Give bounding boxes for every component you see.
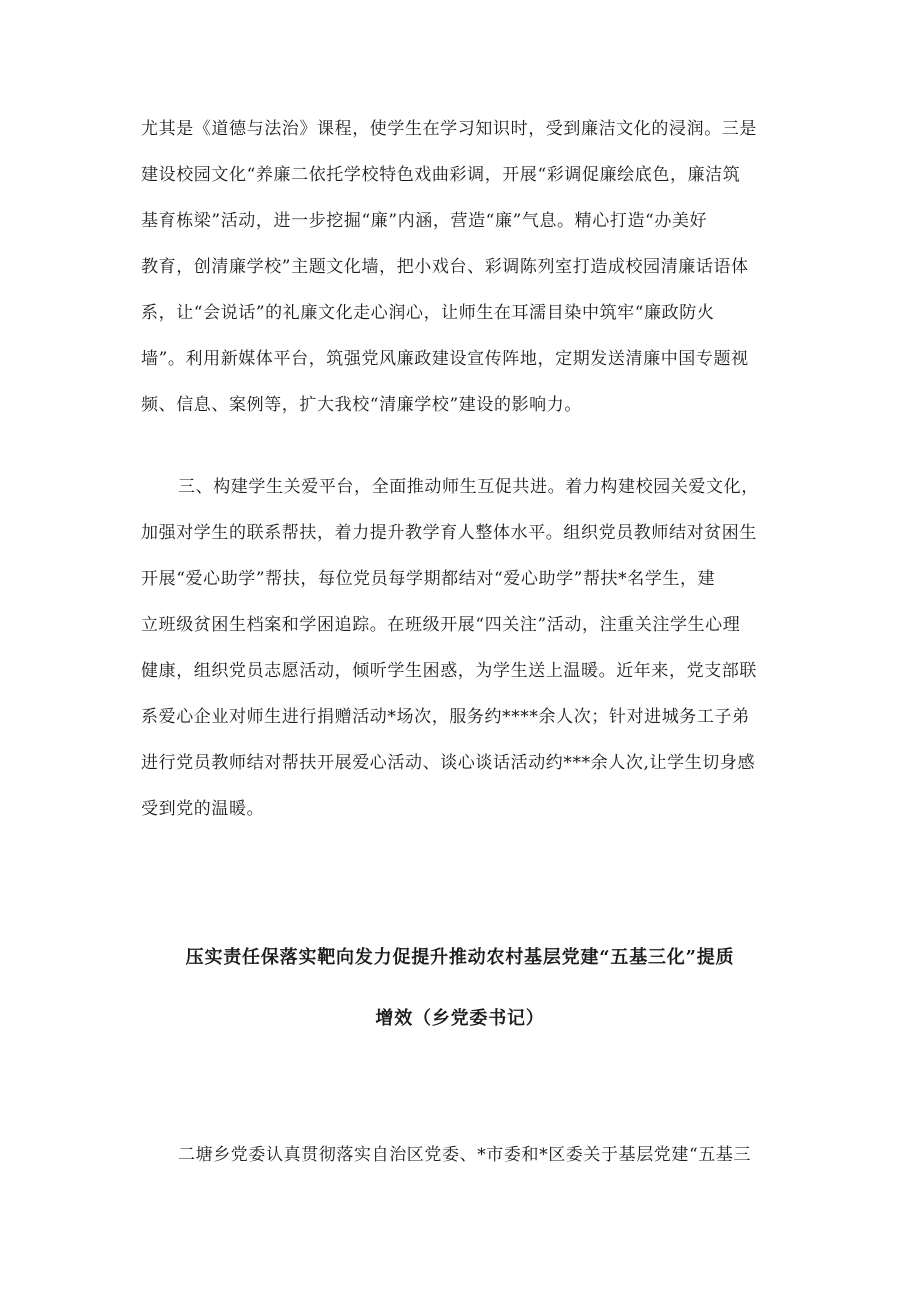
paragraph-line: 系爱心企业对师生进行捐赠活动*场次，服务约****余人次；针对进城务工子弟	[141, 707, 750, 727]
paragraph-line: 基育栋梁”活动，进一步挖掘“廉”内涵，营造“廉”气息。精心打造“办美好	[141, 211, 708, 231]
paragraph-line: 尤其是《道德与法治》课程，使学生在学习知识时，受到廉洁文化的浸润。三是	[141, 119, 757, 139]
paragraph-line: 开展“爱心助学”帮扶，每位党员每学期都结对“爱心助学”帮扶*名学生，建	[141, 569, 716, 589]
paragraph-line: 健康，组织党员志愿活动，倾听学生困惑，为学生送上温暖。近年来，党支部联	[141, 661, 757, 681]
paragraph-line: 建设校园文化“养廉二依托学校特色戏曲彩调，开展“彩调促廉绘底色，廉洁筑	[141, 165, 741, 185]
paragraph-line: 二塘乡党委认真贯彻落实自治区党委、*市委和*区委关于基层党建“五基三	[178, 1145, 752, 1165]
paragraph-line: 频、信息、案例等，扩大我校“清廉学校”建设的影响力。	[141, 395, 582, 415]
title-line-1: 压实责任保落实靶向发力促提升推动农村基层党建“五基三化”提质	[185, 947, 735, 968]
paragraph-line: 墙”。利用新媒体平台，筑强党风廉政建设宣传阵地，定期发送清廉中国专题视	[141, 349, 749, 369]
paragraph-line: 立班级贫困生档案和学困追踪。在班级开展“四关注”活动，注重关注学生心理	[141, 615, 741, 635]
title-line-2: 增效（乡党委书记）	[375, 1008, 545, 1029]
paragraph-line: 受到党的温暖。	[141, 799, 265, 819]
paragraph-line: 教育，创清廉学校”主题文化墙，把小戏台、彩调陈列室打造成校园清廉话语体	[141, 257, 749, 277]
paragraph-line: 进行党员教师结对帮扶开展爱心活动、谈心谈话活动约***余人次,让学生切身感	[141, 753, 756, 773]
paragraph-line: 系，让“会说话”的礼廉文化走心润心，让师生在耳濡目染中筑牢“廉政防火	[141, 303, 715, 323]
paragraph-line: 三、构建学生关爱平台，全面推动师生互促共进。着力构建校园关爱文化，	[178, 477, 759, 497]
paragraph-line: 加强对学生的联系帮扶，着力提升教学育人整体水平。组织党员教师结对贫困生	[141, 523, 757, 543]
